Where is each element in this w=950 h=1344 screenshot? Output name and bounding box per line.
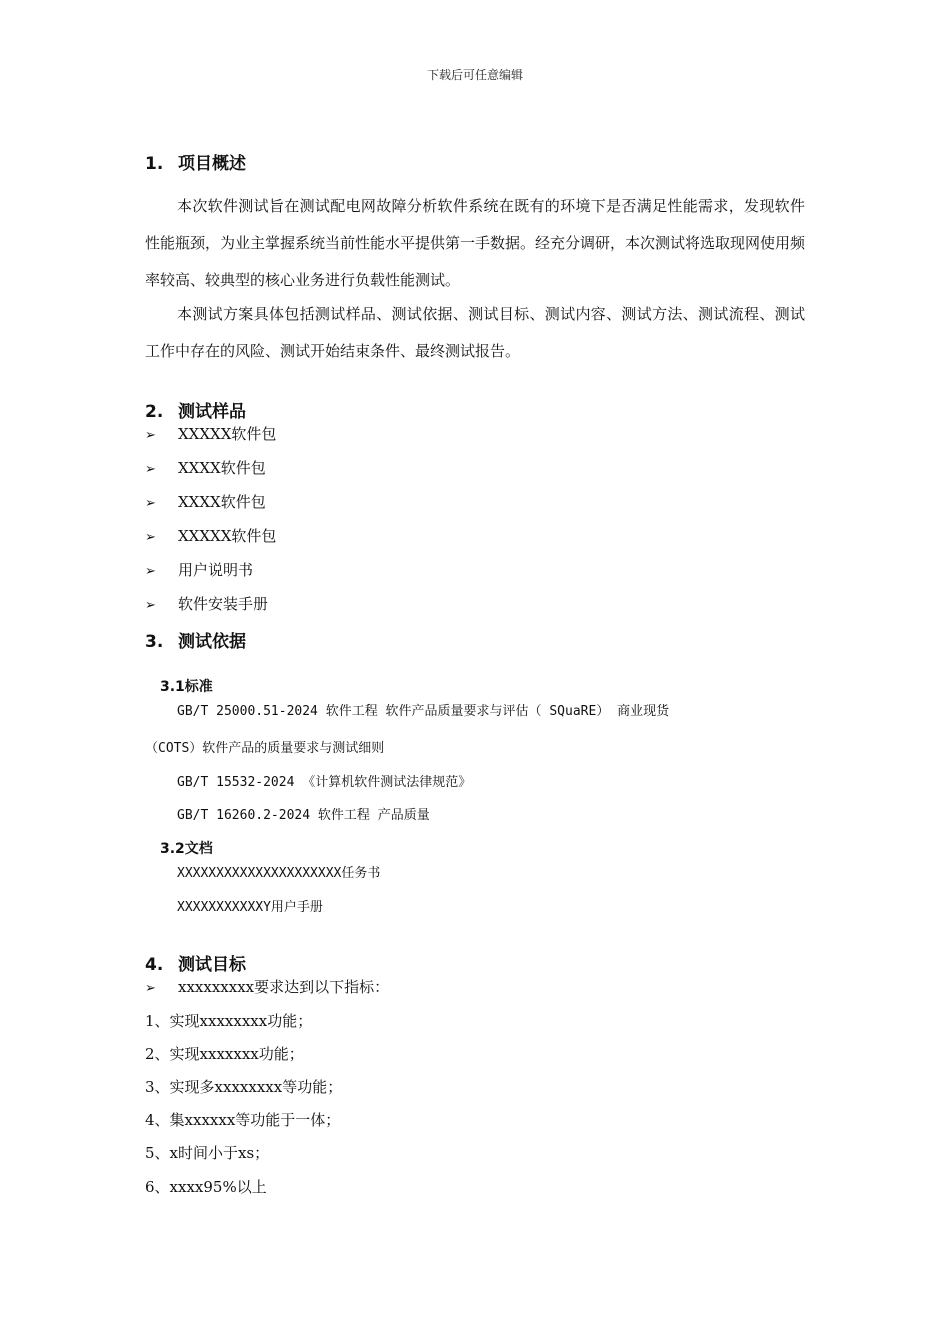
section-number: 1. (145, 154, 164, 174)
list-item: ➢ 用户说明书 (145, 561, 254, 579)
section-heading-1 (145, 149, 246, 174)
section-title: 测试依据 (178, 632, 246, 652)
goal-item-2: 2、实现xxxxxxx功能； (145, 1045, 304, 1063)
section-heading-4 (145, 950, 246, 975)
section-title: 测试样品 (178, 402, 246, 422)
subsection-heading-documents: 3.2文档 (160, 841, 213, 857)
list-item: ➢ XXXXX软件包 (145, 527, 277, 545)
goal-item-3: 3、实现多xxxxxxxx等功能； (145, 1078, 343, 1096)
bullet-arrow-icon: ➢ (145, 530, 156, 545)
section-heading-2 (145, 397, 246, 422)
section-number: 4. (145, 955, 164, 975)
list-item: ➢ XXXXX软件包 (145, 425, 277, 443)
standard-item-1-cont: （COTS）软件产品的质量要求与测试细则 (145, 741, 385, 756)
bullet-arrow-icon: ➢ (145, 598, 156, 613)
bullet-arrow-icon: ➢ (145, 496, 156, 511)
paragraph-overview-2: 本测试方案具体包括测试样品、测试依据、测试目标、测试内容、测试方法、测试流程、测试工作中存在的风险、测试开始结束条件、最终测试报告。 (145, 305, 805, 360)
list-item: ➢ XXXX软件包 (145, 459, 266, 477)
standard-item-1: GB/T 25000.51-2024 软件工程 软件产品质量要求与评估（ SQuaRE） 商业现货 (177, 704, 670, 719)
document-item-1: XXXXXXXXXXXXXXXXXXXXX任务书 (177, 866, 381, 881)
standard-item-3: GB/T 16260.2-2024 软件工程 产品质量 (177, 808, 430, 823)
subsection-heading-standards: 3.1标准 (160, 679, 213, 695)
paragraph-overview-1: 本次软件测试旨在测试配电网故障分析软件系统在既有的环境下是否满足性能需求，发现软件性能瓶颈，为业主掌握系统当前性能水平提供第一手数据。经充分调研，本次测试将选取现网使用频率较高、较典型的核心业务进行负载性能测试。 (145, 197, 806, 289)
bullet-arrow-icon: ➢ (145, 428, 156, 443)
page-header: 下载后可任意编辑 (426, 68, 523, 82)
list-item: ➢ xxxxxxxxx要求达到以下指标： (145, 978, 390, 996)
bullet-arrow-icon: ➢ (145, 564, 156, 579)
goal-item-6: 6、xxxx95%以上 (145, 1178, 267, 1196)
list-item: ➢ XXXX软件包 (145, 493, 266, 511)
standard-item-2: GB/T 15532-2024 《计算机软件测试法律规范》 (177, 775, 472, 790)
section-number: 3. (145, 632, 164, 652)
section-title: 项目概述 (178, 154, 246, 174)
bullet-arrow-icon: ➢ (145, 981, 156, 996)
section-number: 2. (145, 402, 164, 422)
bullet-arrow-icon: ➢ (145, 462, 156, 477)
goal-item-4: 4、集xxxxxx等功能于一体； (145, 1111, 341, 1129)
document-item-2: XXXXXXXXXXXY用户手册 (177, 900, 323, 915)
goal-item-5: 5、x时间小于xs； (145, 1144, 270, 1162)
section-heading-3 (145, 627, 246, 652)
list-item: ➢ 软件安装手册 (145, 595, 269, 613)
goal-item-1: 1、实现xxxxxxxx功能； (145, 1012, 313, 1030)
section-title: 测试目标 (178, 955, 246, 975)
